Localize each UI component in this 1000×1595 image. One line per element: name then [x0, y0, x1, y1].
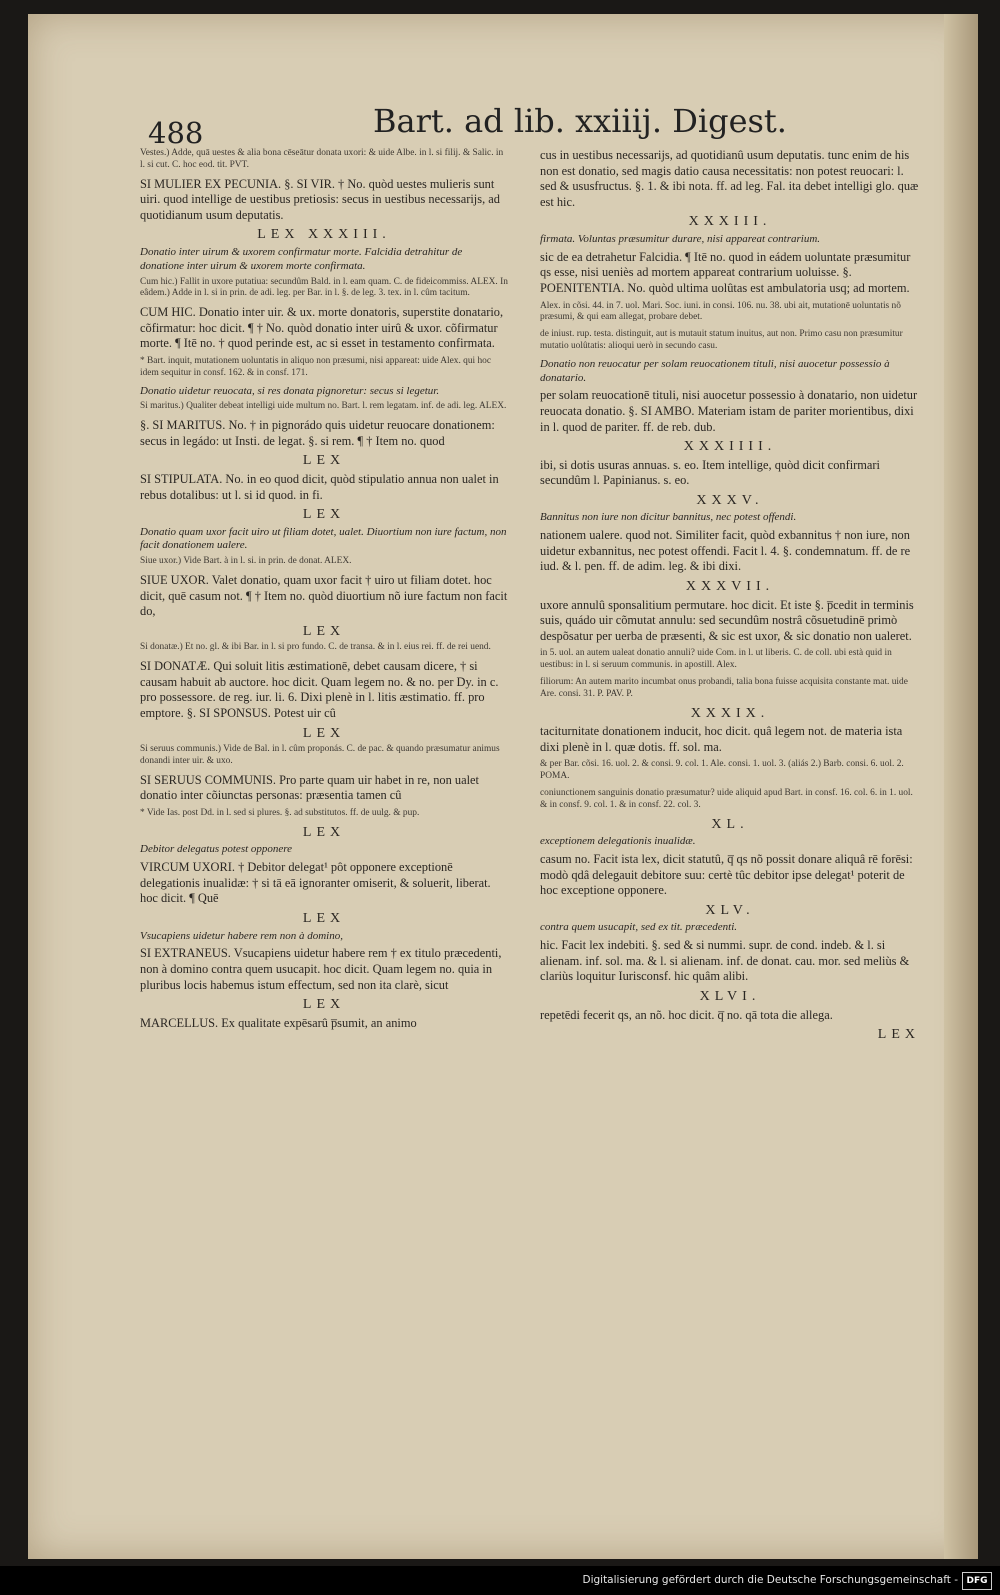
lex-heading: LEX: [302, 910, 346, 926]
margin-note: Si donatæ.) Et no. gl. & ibi Bar. in l. si pro fundo. C. de transa. & in l. eius rei. ff. de rei uend.: [140, 642, 491, 653]
footnote: * Bart. inquit, mutationem uoluntatis in aliquo non præsumi, nisi appareat: uide Alex. qui hoc idem sequitur in consf. 162. & in consf. 171.: [140, 355, 491, 378]
margin-note: in 5. uol. an autem ualeat donatio annuli? uide Com. in l. ut liberis. C. de coll. ubi està quid in uestibus: in l. si seruum communis. in apostill. Alex.: [540, 648, 892, 671]
footnote: filiorum: An autem marito incumbat onus probandi, talia bona fuisse acquisita constante mat. uide Are. consi. 31. P. PAV. P.: [540, 677, 908, 699]
catchword: LEX: [877, 1027, 920, 1043]
lex-heading: LEX: [302, 623, 346, 639]
lex-heading: LEX XXXIII.: [257, 227, 391, 243]
commentary-paragraph: uxore annulû sponsalitium permutare. hoc dicit. Et iste §. p̅cedit in terminis suis, quádo uir cõmutat annulu: sed secundûm nostrâ cõsuetudinē primò despõsatur per uerba de præsenti, & sic est uxor, & sic donatio non ualeret.: [540, 597, 914, 643]
commentary-paragraph: CUM HIC. Donatio inter uir. & ux. morte donatoris, superstite donatario, cõfirmatur: hoc dicit. ¶ † No. quòd donatio inter uirû & uxor. cõfirmatur morte. ¶ Itē no. † quod perinde est, ac si esset in testamento confirmata.: [140, 305, 504, 351]
commentary-paragraph: taciturnitate donationem inducit, hoc dicit. quâ legem not. de materia ista dixi plenè in l. quæ dotis. ff. sol. ma.: [540, 724, 903, 754]
footnote: * Vide Ias. post Dd. in l. sed si plures. §. ad substitutos. ff. de uulg. & pup.: [140, 808, 420, 818]
commentary-paragraph: casum no. Facit ista lex, dicit statutû, q̅ qs nõ possit donare aliquâ rē forēsi: modò qdâ delegauit debitore suu: certè tûc debitor ipse delegat¹ poterit de hoc exceptione opponere.: [540, 851, 913, 898]
margin-note: Cum hic.) Fallit in uxore putatiua: secundûm Bald. in l. eam quam. C. de fideicommiss. ALEX. In eâdem.) Adde in l. si in prin. de adi. leg. per Bar. in l. §. de leg. 3. tex. in l. cûm tacitum.: [140, 276, 508, 299]
running-title: Bart. ad lib. xxiiij. Digest.: [373, 102, 787, 140]
rubric: Debitor delegatus potest opponere: [140, 843, 293, 856]
lex-heading: LEX: [302, 453, 346, 469]
commentary-paragraph: MARCELLUS. Ex qualitate expēsarû p̅sumit, an animo: [140, 1015, 417, 1030]
rubric: Bannitus non iure non dicitur bannitus, nec potest offendi.: [540, 511, 797, 524]
margin-note: Vestes.) Adde, quā uestes & alia bona cēseātur donata uxori: & uide Albe. in l. si filij. & Salic. in l. si cut. C. hoc eod. tit. PVT.: [140, 148, 504, 170]
commentary-paragraph: SI DONATÆ. Qui soluit litis æstimationē, debet causam dicere, † si causam habuit ab auctore. hoc dicit. Quam legem no. & no. per Dy. in c. pro possessore. de reg. iur. li. 6. Dixi plenè in l. litis æstimatio. ff. pro emptore. §. SI SPONSUS. Potest uir cû: [140, 659, 499, 721]
lex-number: XXXIIII.: [683, 439, 777, 455]
rubric: firmata. Voluntas præsumitur durare, nisi appareat contrarium.: [540, 232, 821, 245]
margin-note: Siue uxor.) Vide Bart. à in l. si. in prin. de donat. ALEX.: [140, 556, 352, 567]
margin-note: Alex. in cõsi. 44. in 7. uol. Mari. Soc. iuni. in consi. 106. nu. 38. ubi ait, mutationē uoluntatis nõ præsumi, & qui eam allegat, probare debet.: [540, 300, 901, 323]
commentary-paragraph: cus in uestibus necessarijs, ad quotidianû usum deputatis. tunc enim de his non est donatio, sed magis datio causa necessitatis: non potest reuocari: l. sed & ususfructus. §. 1. & ibi nota. ff. ad leg. Fal. ita debet intelligi glo. quæ est hic.: [540, 148, 919, 209]
lex-number: XLV.: [705, 902, 755, 918]
commentary-paragraph: per solam reuocationē tituli, nisi auocetur possessio à donatario, non uidetur reuocata donatio. §. SI AMBO. Materiam istam de pariter morientibus, dixi in l. quod de pariter. ff. de reb. dub.: [540, 388, 918, 434]
lex-number: XXXIX.: [690, 705, 770, 721]
commentary-paragraph: SIUE UXOR. Valet donatio, quam uxor facit † uiro ut filiam dotet. hoc dicit, quē casum not. ¶ † Item no. quòd diuortium nõ iure factum non facit do,: [140, 573, 508, 619]
commentary-paragraph: VIRCUM UXORI. † Debitor delegat¹ pôt opponere exceptionē delegationis inualidæ: † si tā eā ignoranter omiserit, & soluerit, liberat. hoc dicit. ¶ Quē: [140, 860, 491, 906]
digitization-footer: [0, 1566, 1000, 1595]
rubric: Vsucapiens uidetur habere rem non à domino,: [140, 929, 343, 942]
page-number: 488: [148, 116, 204, 150]
lex-heading: LEX: [302, 507, 346, 523]
footnote: de iniust. rup. testa. distinguit, aut is mutauit statum inuitus, aut non. Primo casu non præsumitur mutatio uolûtatis: alioqui uerò in secundo casu.: [540, 329, 903, 351]
rubric: Donatio uidetur reuocata, si res donata pignoretur: secus si legetur.: [140, 384, 440, 397]
margin-note: & per Bar. cõsi. 16. uol. 2. & consi. 9. col. 1. Ale. consi. 1. uol. 3. (aliás 2.) Barb. consi. 6. uol. 2. POMA.: [540, 759, 904, 782]
lex-heading: LEX: [302, 824, 346, 840]
margin-note: Si maritus.) Qualiter debeat intelligi uide multum no. Bart. l. rem legatam. inf. de adi. leg. ALEX.: [140, 401, 507, 412]
page-gutter: [944, 14, 978, 1559]
commentary-paragraph: SI EXTRANEUS. Vsucapiens uidetur habere rem † ex titulo præcedenti, non à domino contra quem usucapit. hoc dicit. Quam legem no. quia in pluribus locis habemus istum effectum, sed non ita clarè, sicut: [140, 946, 502, 992]
lex-number: XXXVII.: [685, 579, 775, 595]
commentary-paragraph: SI SERUUS COMMUNIS. Pro parte quam uir habet in re, non ualet donatio inter cõiunctas personas: præsentia tamen cû: [140, 772, 479, 803]
rubric: Donatio non reuocatur per solam reuocationem tituli, nisi auocetur possessio à donatario.: [540, 357, 890, 384]
commentary-paragraph: nationem ualere. quod not. Similiter facit, quòd exbannitus † non iure, non uidetur exbannitus, nec potest offendi. Facit l. 4. §. condemnatum. ff. de re iud. & l. pen. ff. de adim. leg. & ibi dixi.: [540, 528, 911, 574]
commentary-paragraph: ibi, si dotis usuras annuas. s. eo. Item intellige, quòd dicit confirmari secundûm l. Papinianus. s. eo.: [540, 457, 880, 488]
left-column: [140, 148, 508, 1035]
margin-note: Si seruus communis.) Vide de Bal. in l. cûm proponás. C. de pac. & quando præsumatur animus donandi inter uir. & uxo.: [140, 744, 500, 767]
rubric: contra quem usucapit, sed ex tit. præcedenti.: [540, 921, 738, 934]
lex-number: XL.: [711, 816, 749, 832]
commentary-paragraph: SI MULIER EX PECUNIA. §. SI VIR. † No. quòd uestes mulieris sunt uiri. quod intellige de uestibus pretiosis: secus in uestibus necessarijs, ad quotidianum usum deputatis.: [140, 176, 500, 222]
rubric: Donatio quam uxor facit uiro ut filiam dotet, ualet. Diuortium non iure factum, non facit donationem ualere.: [140, 525, 507, 552]
right-column: [540, 148, 920, 1046]
lex-number: XXXV.: [696, 492, 764, 508]
dfg-logo: DFG: [962, 1572, 992, 1590]
rubric: Donatio inter uirum & uxorem confirmatur morte. Falcidia detrahitur de donatione inter uirum & uxorem morte confirmata.: [140, 245, 463, 272]
running-header: [28, 92, 978, 152]
commentary-paragraph: SI STIPULATA. No. in eo quod dicit, quòd stipulatio annua non ualet in rebus dotalibus: ut l. si id quod. in fi.: [140, 471, 499, 502]
lex-heading: LEX: [302, 725, 346, 741]
commentary-paragraph: §. SI MARITUS. No. † in pignorádo quis uidetur reuocare donationem: secus in legádo: ut Insti. de legat. §. si rem. ¶ † Item no. quod: [140, 418, 495, 448]
funding-credit: Digitalisierung gefördert durch die Deutsche Forschungsgemeinschaft -: [582, 1574, 958, 1586]
lex-heading: LEX: [302, 997, 346, 1013]
commentary-paragraph: hic. Facit lex indebiti. §. sed & si nummi. supr. de cond. indeb. & l. si alienam. inf. sol. ma. & l. si alienam. inf. de donat. cau. mor. sed meliùs & clariùs loquitur Iurisconsf. hic quâm alibi.: [540, 938, 910, 984]
rubric: exceptionem delegationis inualidæ.: [540, 835, 696, 848]
footnote: coniunctionem sanguinis donatio præsumatur? uide aliquid apud Bart. in consf. 16. col. 6. in 1. uol. & in consf. 9. col. 1. & in consf. 22. col. 3.: [540, 788, 913, 810]
commentary-paragraph: repetēdi fecerit qs, an nõ. hoc dicit. q̅ no. qā tota die allega.: [540, 1007, 833, 1022]
commentary-paragraph: sic de ea detrahetur Falcidia. ¶ Itē no. quod in eádem uoluntate præsumitur qs esse, nisi ueniès ad mortem appareat contrarium uoluisse. §. POENITENTIA. No. quòd ultima uolûtas est ambulatoria usq; ad mortem.: [540, 249, 911, 295]
lex-number: XLVI.: [699, 988, 761, 1004]
lex-number: XXXIII.: [688, 214, 772, 230]
